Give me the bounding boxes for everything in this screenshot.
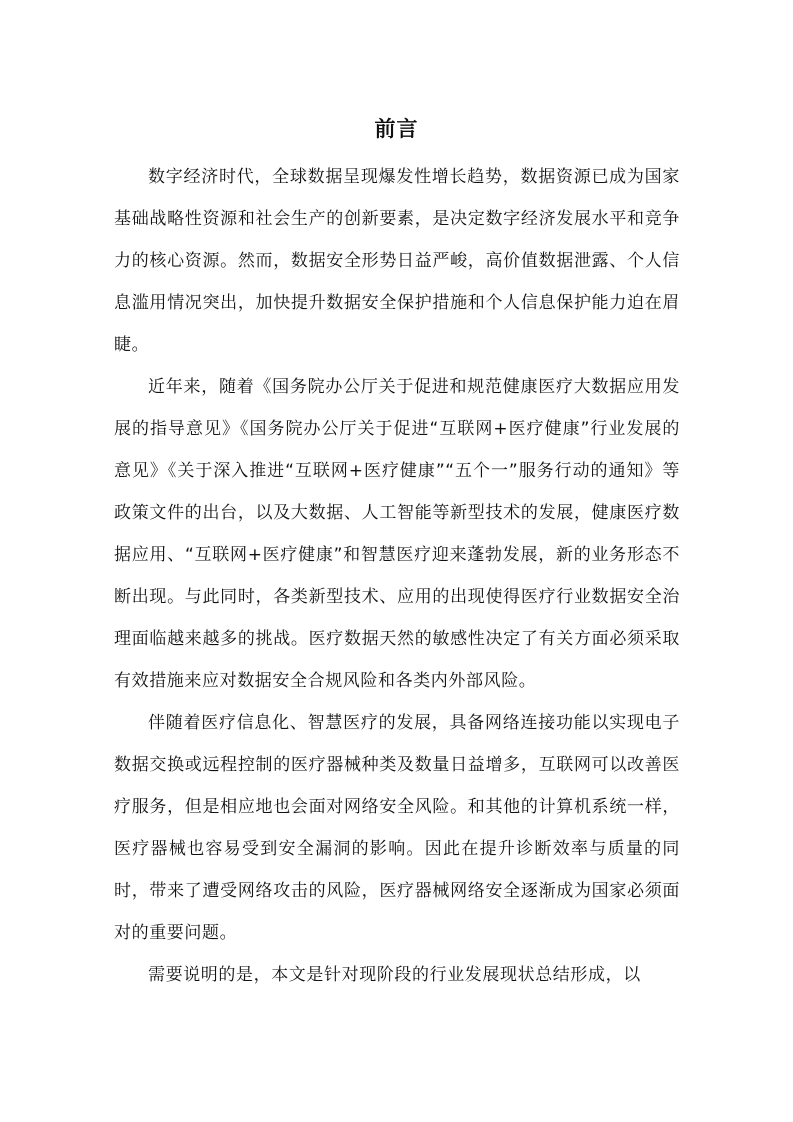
paragraph-1: 数字经济时代，全球数据呈现爆发性增长趋势，数据资源已成为国家基础战略性资源和社会生产的创新要素，是决定数字经济发展水平和竞争力的核心资源。然而，数据安全形势日益严峻，高价值数据泄露、个人信息滥用情况突出，加快提升数据安全保护措施和个人信息保护能力迫在眉睫。 — [114, 167, 680, 355]
document-body — [114, 156, 680, 996]
paragraph-4: 需要说明的是，本文是针对现阶段的行业发展现状总结形成，以 — [148, 965, 641, 985]
paragraph-3: 伴随着医疗信息化、智慧医疗的发展，具备网络连接功能以实现电子数据交换或远程控制的医疗器械种类及数量日益增多，互联网可以改善医疗服务，但是相应地也会面对网络安全风险。和其他的计算机系统一样，医疗器械也容易受到安全漏洞的影响。因此在提升诊断效率与质量的同时，带来了遭受网络攻击的风险，医疗器械网络安全逐渐成为国家必须面对的重要问题。 — [114, 713, 680, 943]
paragraph-2: 近年来，随着《国务院办公厅关于促进和规范健康医疗大数据应用发展的指导意见》《国务院办公厅关于促进“互联网+医疗健康”行业发展的意见》《关于深入推进“互联网+医疗健康”“五个一”服务行动的通知》等政策文件的出台，以及大数据、人工智能等新型技术的发展，健康医疗数据应用、“互联网+医疗健康”和智慧医疗迎来蓬勃发展，新的业务形态不断出现。与此同时，各类新型技术、应用的出现使得医疗行业数据安全治理面临越来越多的挑战。医疗数据天然的敏感性决定了有关方面必须采取有效措施来应对数据安全合规风险和各类内外部风险。 — [114, 377, 680, 691]
page-title: 前言 — [374, 117, 419, 142]
